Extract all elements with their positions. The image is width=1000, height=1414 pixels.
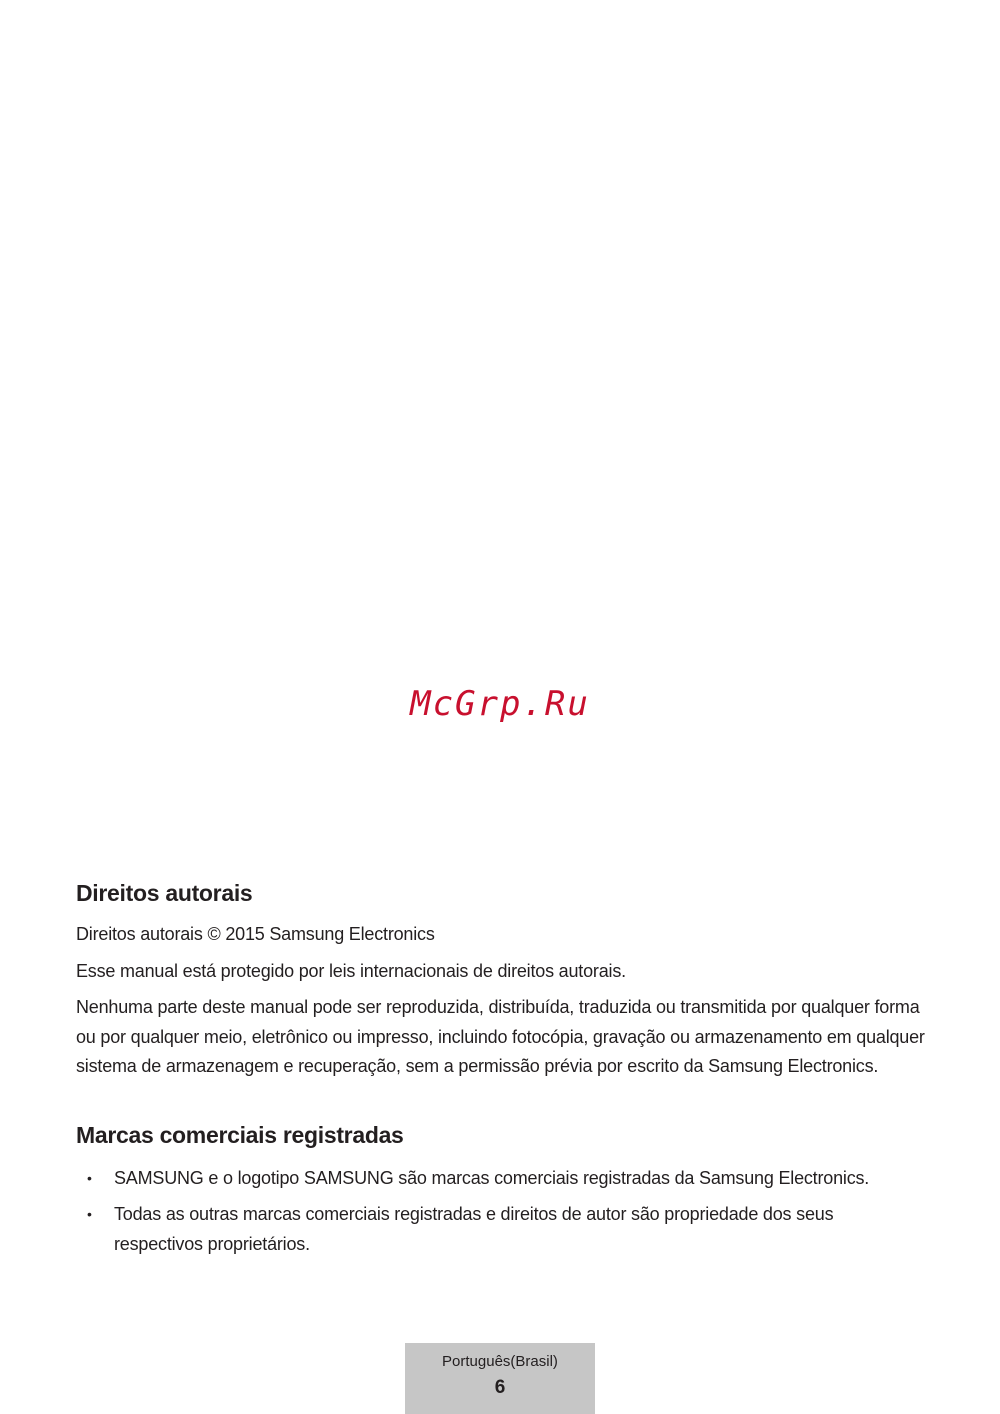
- bullet-icon: •: [87, 1206, 92, 1222]
- list-item-text: Todas as outras marcas comerciais registradas e direitos de autor são propriedade dos seus respectivos proprietários.: [114, 1204, 834, 1254]
- copyright-restriction-text: Nenhuma parte deste manual pode ser reproduzida, distribuída, traduzida ou transmitida por qualquer forma ou por qualquer meio, eletrônico ou impresso, incluindo fotocópia, gravação ou armazenamento em qualquer sistema de armazenagem e recuperação, sem a permissão prévia por escrito da Samsung Electronics.: [76, 997, 925, 1076]
- list-item-text: SAMSUNG e o logotipo SAMSUNG são marcas comerciais registradas da Samsung Electronics.: [114, 1167, 870, 1188]
- trademarks-heading: Marcas comerciais registradas: [76, 1121, 404, 1148]
- copyright-section: [76, 876, 926, 1082]
- copyright-heading: Direitos autorais: [76, 880, 253, 906]
- list-item: [76, 1200, 926, 1259]
- trademarks-list: [76, 1164, 926, 1260]
- footer-language: Português(Brasil): [442, 1353, 558, 1370]
- list-item: [76, 1164, 926, 1194]
- page-footer: [405, 1343, 595, 1414]
- trademarks-section: [76, 1118, 926, 1260]
- copyright-protection-text: Esse manual está protegido por leis internacionais de direitos autorais.: [76, 960, 626, 981]
- copyright-line: Direitos autorais © 2015 Samsung Electronics: [76, 924, 435, 944]
- page-number: 6: [494, 1377, 506, 1398]
- watermark: McGrp.Ru: [410, 684, 590, 724]
- bullet-icon: •: [87, 1169, 92, 1186]
- document-body: [76, 876, 926, 1266]
